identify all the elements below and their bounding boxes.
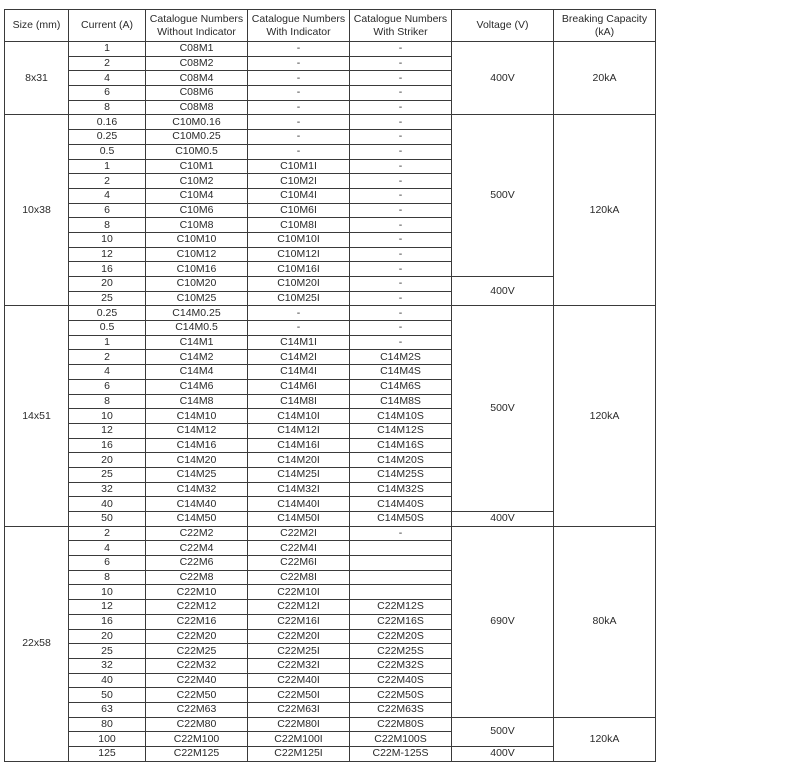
current-cell: 80 — [69, 717, 146, 732]
catalogue-with-indicator-cell: C22M80I — [248, 717, 350, 732]
table-body — [5, 42, 656, 762]
catalogue-without-indicator-cell: C10M12 — [146, 247, 248, 262]
catalogue-with-striker-cell: - — [350, 321, 452, 336]
catalogue-without-indicator-cell: C22M80 — [146, 717, 248, 732]
current-cell: 100 — [69, 732, 146, 747]
catalogue-with-indicator-cell: C10M10I — [248, 232, 350, 247]
catalogue-without-indicator-cell: C22M40 — [146, 673, 248, 688]
current-cell: 16 — [69, 262, 146, 277]
current-cell: 0.5 — [69, 144, 146, 159]
catalogue-without-indicator-cell: C14M0.5 — [146, 321, 248, 336]
catalogue-with-striker-cell: - — [350, 247, 452, 262]
catalogue-with-indicator-cell: C14M1I — [248, 335, 350, 350]
catalogue-with-indicator-cell: - — [248, 144, 350, 159]
breaking-capacity-cell: 120kA — [554, 717, 656, 761]
catalogue-without-indicator-cell: C22M2 — [146, 526, 248, 541]
catalogue-with-striker-cell: C22M40S — [350, 673, 452, 688]
catalogue-without-indicator-cell: C22M12 — [146, 600, 248, 615]
catalogue-with-indicator-cell: C14M8I — [248, 394, 350, 409]
table-row — [5, 306, 656, 321]
catalogue-without-indicator-cell: C22M16 — [146, 614, 248, 629]
catalogue-without-indicator-cell: C14M32 — [146, 482, 248, 497]
catalogue-with-indicator-cell: C14M25I — [248, 467, 350, 482]
catalogue-with-indicator-cell: - — [248, 321, 350, 336]
catalogue-without-indicator-cell: C14M12 — [146, 423, 248, 438]
table-row — [5, 717, 656, 732]
catalogue-with-indicator-cell: C22M125I — [248, 747, 350, 762]
catalogue-without-indicator-cell: C22M25 — [146, 644, 248, 659]
voltage-cell: 400V — [452, 512, 554, 527]
catalogue-with-striker-cell: - — [350, 86, 452, 101]
current-cell: 0.16 — [69, 115, 146, 130]
catalogue-without-indicator-cell: C10M20 — [146, 277, 248, 292]
catalogue-with-indicator-cell: C22M10I — [248, 585, 350, 600]
catalogue-with-striker-cell: - — [350, 71, 452, 86]
current-cell: 10 — [69, 585, 146, 600]
catalogue-without-indicator-cell: C14M25 — [146, 467, 248, 482]
current-cell: 6 — [69, 203, 146, 218]
current-cell: 12 — [69, 247, 146, 262]
breaking-capacity-cell: 120kA — [554, 115, 656, 306]
catalogue-with-striker-cell: - — [350, 306, 452, 321]
current-cell: 2 — [69, 56, 146, 71]
catalogue-with-indicator-cell: - — [248, 42, 350, 57]
catalogue-with-indicator-cell: C22M50I — [248, 688, 350, 703]
current-cell: 1 — [69, 335, 146, 350]
catalogue-with-indicator-cell: C14M20I — [248, 453, 350, 468]
current-cell: 2 — [69, 350, 146, 365]
catalogue-with-indicator-cell: C10M12I — [248, 247, 350, 262]
catalogue-with-striker-cell: C22M12S — [350, 600, 452, 615]
catalogue-without-indicator-cell: C10M0.25 — [146, 130, 248, 145]
catalogue-with-indicator-cell: C14M4I — [248, 365, 350, 380]
catalogue-with-striker-cell: C14M10S — [350, 409, 452, 424]
catalogue-with-striker-cell: - — [350, 188, 452, 203]
catalogue-with-indicator-cell: - — [248, 306, 350, 321]
catalogue-without-indicator-cell: C08M1 — [146, 42, 248, 57]
catalogue-with-indicator-cell: C22M8I — [248, 570, 350, 585]
catalogue-without-indicator-cell: C22M125 — [146, 747, 248, 762]
catalogue-with-striker-cell: - — [350, 203, 452, 218]
table-row — [5, 42, 656, 57]
catalogue-without-indicator-cell: C22M63 — [146, 702, 248, 717]
size-cell: 22x58 — [5, 526, 69, 761]
breaking-capacity-cell: 20kA — [554, 42, 656, 115]
catalogue-with-striker-cell: C22M50S — [350, 688, 452, 703]
catalogue-without-indicator-cell: C14M4 — [146, 365, 248, 380]
catalogue-without-indicator-cell: C14M10 — [146, 409, 248, 424]
catalogue-with-striker-cell: - — [350, 262, 452, 277]
catalogue-with-striker-cell: - — [350, 56, 452, 71]
catalogue-with-striker-cell: - — [350, 42, 452, 57]
catalogue-without-indicator-cell: C10M1 — [146, 159, 248, 174]
catalogue-with-indicator-cell: C10M2I — [248, 174, 350, 189]
current-cell: 4 — [69, 71, 146, 86]
current-cell: 0.25 — [69, 130, 146, 145]
header-catalogue-with-indicator: Catalogue Numbers With Indicator — [248, 10, 350, 42]
current-cell: 8 — [69, 570, 146, 585]
catalogue-with-striker-cell — [350, 556, 452, 571]
catalogue-with-striker-cell — [350, 585, 452, 600]
catalogue-without-indicator-cell: C08M6 — [146, 86, 248, 101]
catalogue-without-indicator-cell: C14M50 — [146, 512, 248, 527]
catalogue-without-indicator-cell: C22M10 — [146, 585, 248, 600]
current-cell: 16 — [69, 438, 146, 453]
current-cell: 12 — [69, 423, 146, 438]
catalogue-with-indicator-cell: C14M2I — [248, 350, 350, 365]
catalogue-without-indicator-cell: C08M4 — [146, 71, 248, 86]
catalogue-without-indicator-cell: C22M32 — [146, 658, 248, 673]
current-cell: 2 — [69, 174, 146, 189]
catalogue-with-striker-cell: - — [350, 144, 452, 159]
catalogue-with-striker-cell: C14M50S — [350, 512, 452, 527]
current-cell: 4 — [69, 188, 146, 203]
current-cell: 40 — [69, 673, 146, 688]
size-cell: 8x31 — [5, 42, 69, 115]
voltage-cell: 690V — [452, 526, 554, 717]
catalogue-with-striker-cell: C14M32S — [350, 482, 452, 497]
catalogue-without-indicator-cell: C22M8 — [146, 570, 248, 585]
current-cell: 16 — [69, 614, 146, 629]
catalogue-without-indicator-cell: C10M10 — [146, 232, 248, 247]
catalogue-with-striker-cell: C22M63S — [350, 702, 452, 717]
current-cell: 6 — [69, 556, 146, 571]
catalogue-with-indicator-cell: C22M100I — [248, 732, 350, 747]
current-cell: 10 — [69, 409, 146, 424]
catalogue-without-indicator-cell: C08M8 — [146, 100, 248, 115]
catalogue-with-indicator-cell: - — [248, 130, 350, 145]
catalogue-with-indicator-cell: - — [248, 71, 350, 86]
catalogue-with-indicator-cell: C14M32I — [248, 482, 350, 497]
header-size: Size (mm) — [5, 10, 69, 42]
catalogue-with-indicator-cell: C22M25I — [248, 644, 350, 659]
catalogue-with-striker-cell: C22M32S — [350, 658, 452, 673]
catalogue-with-indicator-cell: C22M16I — [248, 614, 350, 629]
catalogue-with-indicator-cell: C14M10I — [248, 409, 350, 424]
fuse-catalogue-table — [4, 9, 656, 762]
catalogue-without-indicator-cell: C10M0.16 — [146, 115, 248, 130]
catalogue-with-indicator-cell: C14M16I — [248, 438, 350, 453]
catalogue-with-striker-cell: C14M4S — [350, 365, 452, 380]
catalogue-with-striker-cell: C14M2S — [350, 350, 452, 365]
current-cell: 8 — [69, 218, 146, 233]
catalogue-without-indicator-cell: C10M4 — [146, 188, 248, 203]
catalogue-with-indicator-cell: C22M4I — [248, 541, 350, 556]
catalogue-without-indicator-cell: C14M16 — [146, 438, 248, 453]
catalogue-with-striker-cell: - — [350, 174, 452, 189]
voltage-cell: 500V — [452, 306, 554, 512]
catalogue-with-indicator-cell: C10M20I — [248, 277, 350, 292]
catalogue-with-striker-cell: C14M40S — [350, 497, 452, 512]
catalogue-with-striker-cell: - — [350, 277, 452, 292]
catalogue-with-striker-cell: C14M25S — [350, 467, 452, 482]
catalogue-with-striker-cell: - — [350, 100, 452, 115]
current-cell: 50 — [69, 512, 146, 527]
catalogue-with-striker-cell: C22M-125S — [350, 747, 452, 762]
catalogue-with-striker-cell: - — [350, 115, 452, 130]
current-cell: 6 — [69, 379, 146, 394]
catalogue-with-striker-cell: - — [350, 291, 452, 306]
header-breaking-capacity: Breaking Capacity (kA) — [554, 10, 656, 42]
breaking-capacity-cell: 120kA — [554, 306, 656, 526]
catalogue-with-striker-cell: C14M20S — [350, 453, 452, 468]
current-cell: 32 — [69, 658, 146, 673]
current-cell: 4 — [69, 365, 146, 380]
header-catalogue-without-indicator: Catalogue Numbers Without Indicator — [146, 10, 248, 42]
catalogue-without-indicator-cell: C14M8 — [146, 394, 248, 409]
current-cell: 6 — [69, 86, 146, 101]
catalogue-with-indicator-cell: C10M8I — [248, 218, 350, 233]
size-cell: 14x51 — [5, 306, 69, 526]
catalogue-with-striker-cell: C22M80S — [350, 717, 452, 732]
catalogue-with-indicator-cell: C22M32I — [248, 658, 350, 673]
current-cell: 12 — [69, 600, 146, 615]
catalogue-without-indicator-cell: C14M6 — [146, 379, 248, 394]
catalogue-with-striker-cell: C14M12S — [350, 423, 452, 438]
catalogue-with-striker-cell: C14M8S — [350, 394, 452, 409]
current-cell: 63 — [69, 702, 146, 717]
catalogue-with-indicator-cell: C10M6I — [248, 203, 350, 218]
catalogue-with-striker-cell: - — [350, 232, 452, 247]
catalogue-without-indicator-cell: C22M50 — [146, 688, 248, 703]
current-cell: 8 — [69, 100, 146, 115]
current-cell: 20 — [69, 453, 146, 468]
catalogue-with-indicator-cell: C14M12I — [248, 423, 350, 438]
catalogue-with-striker-cell: - — [350, 526, 452, 541]
current-cell: 8 — [69, 394, 146, 409]
catalogue-without-indicator-cell: C22M20 — [146, 629, 248, 644]
current-cell: 25 — [69, 291, 146, 306]
current-cell: 20 — [69, 629, 146, 644]
catalogue-with-indicator-cell: C10M4I — [248, 188, 350, 203]
catalogue-with-indicator-cell: C10M1I — [248, 159, 350, 174]
header-catalogue-with-striker: Catalogue Numbers With Striker — [350, 10, 452, 42]
catalogue-with-striker-cell: - — [350, 130, 452, 145]
current-cell: 50 — [69, 688, 146, 703]
catalogue-with-indicator-cell: - — [248, 115, 350, 130]
catalogue-without-indicator-cell: C08M2 — [146, 56, 248, 71]
catalogue-without-indicator-cell: C22M4 — [146, 541, 248, 556]
catalogue-without-indicator-cell: C22M6 — [146, 556, 248, 571]
catalogue-with-indicator-cell: C22M63I — [248, 702, 350, 717]
catalogue-with-indicator-cell: - — [248, 86, 350, 101]
catalogue-with-indicator-cell: C22M40I — [248, 673, 350, 688]
catalogue-with-indicator-cell: C10M25I — [248, 291, 350, 306]
current-cell: 2 — [69, 526, 146, 541]
current-cell: 0.5 — [69, 321, 146, 336]
catalogue-with-indicator-cell: - — [248, 100, 350, 115]
breaking-capacity-cell: 80kA — [554, 526, 656, 717]
catalogue-without-indicator-cell: C10M25 — [146, 291, 248, 306]
catalogue-without-indicator-cell: C10M0.5 — [146, 144, 248, 159]
table-row — [5, 526, 656, 541]
catalogue-without-indicator-cell: C14M20 — [146, 453, 248, 468]
current-cell: 25 — [69, 644, 146, 659]
current-cell: 0.25 — [69, 306, 146, 321]
catalogue-with-striker-cell: - — [350, 159, 452, 174]
catalogue-with-indicator-cell: - — [248, 56, 350, 71]
catalogue-with-striker-cell: C22M20S — [350, 629, 452, 644]
voltage-cell: 500V — [452, 717, 554, 746]
header-voltage: Voltage (V) — [452, 10, 554, 42]
catalogue-without-indicator-cell: C14M2 — [146, 350, 248, 365]
table-row — [5, 115, 656, 130]
voltage-cell: 500V — [452, 115, 554, 277]
current-cell: 25 — [69, 467, 146, 482]
current-cell: 4 — [69, 541, 146, 556]
catalogue-with-striker-cell: C22M16S — [350, 614, 452, 629]
current-cell: 1 — [69, 42, 146, 57]
current-cell: 125 — [69, 747, 146, 762]
catalogue-with-indicator-cell: C22M6I — [248, 556, 350, 571]
catalogue-without-indicator-cell: C14M1 — [146, 335, 248, 350]
header-row — [5, 10, 656, 42]
current-cell: 40 — [69, 497, 146, 512]
catalogue-with-striker-cell: C14M16S — [350, 438, 452, 453]
catalogue-with-indicator-cell: C22M2I — [248, 526, 350, 541]
current-cell: 1 — [69, 159, 146, 174]
catalogue-without-indicator-cell: C22M100 — [146, 732, 248, 747]
current-cell: 32 — [69, 482, 146, 497]
catalogue-without-indicator-cell: C10M16 — [146, 262, 248, 277]
current-cell: 10 — [69, 232, 146, 247]
catalogue-without-indicator-cell: C10M6 — [146, 203, 248, 218]
current-cell: 20 — [69, 277, 146, 292]
catalogue-without-indicator-cell: C14M0.25 — [146, 306, 248, 321]
size-cell: 10x38 — [5, 115, 69, 306]
voltage-cell: 400V — [452, 747, 554, 762]
catalogue-with-striker-cell: C22M100S — [350, 732, 452, 747]
catalogue-with-striker-cell — [350, 541, 452, 556]
catalogue-with-indicator-cell: C10M16I — [248, 262, 350, 277]
catalogue-with-striker-cell — [350, 570, 452, 585]
catalogue-with-indicator-cell: C22M20I — [248, 629, 350, 644]
catalogue-with-indicator-cell: C14M6I — [248, 379, 350, 394]
voltage-cell: 400V — [452, 42, 554, 115]
catalogue-without-indicator-cell: C14M40 — [146, 497, 248, 512]
catalogue-without-indicator-cell: C10M2 — [146, 174, 248, 189]
catalogue-without-indicator-cell: C10M8 — [146, 218, 248, 233]
header-current: Current (A) — [69, 10, 146, 42]
catalogue-with-striker-cell: C22M25S — [350, 644, 452, 659]
catalogue-with-striker-cell: C14M6S — [350, 379, 452, 394]
catalogue-with-indicator-cell: C22M12I — [248, 600, 350, 615]
catalogue-with-striker-cell: - — [350, 218, 452, 233]
voltage-cell: 400V — [452, 277, 554, 306]
catalogue-with-indicator-cell: C14M50I — [248, 512, 350, 527]
catalogue-with-striker-cell: - — [350, 335, 452, 350]
catalogue-with-indicator-cell: C14M40I — [248, 497, 350, 512]
